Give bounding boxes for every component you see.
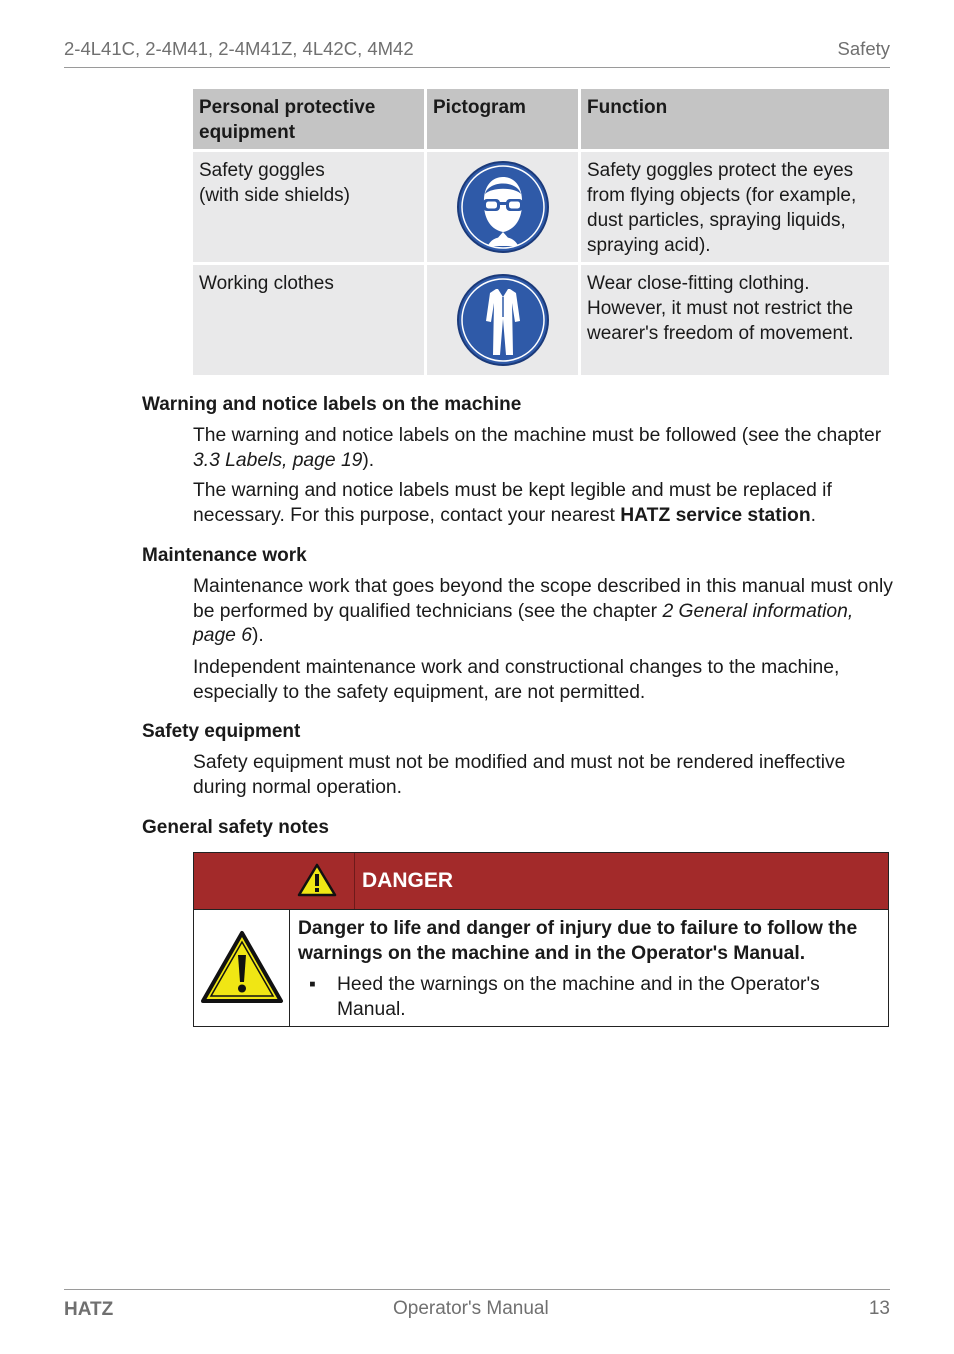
danger-instruction: Heed the warnings on the machine and in the Operator's Manual.: [337, 974, 820, 1020]
section-title-maintenance: Maintenance work: [142, 545, 307, 566]
ppe-equipment-goggles: Safety goggles (with side shields): [193, 152, 424, 262]
list-item: [298, 972, 880, 1022]
header-section: Safety: [837, 38, 890, 59]
chapter-reference: 3.3 Labels, page 19: [193, 449, 363, 471]
safety-goggles-icon: [456, 160, 550, 254]
ppe-equipment-clothes: Working clothes: [193, 265, 424, 375]
section-title-safety-equipment: Safety equipment: [142, 721, 301, 742]
warning-triangle-icon: [297, 863, 337, 897]
warning-triangle-icon: [200, 930, 284, 1004]
ppe-pictogram-cell: [427, 152, 578, 262]
paragraph-maintenance-1: Maintenance work that goes beyond the scope described in this manual must only be performed by qualified technicians (see the chapter 2 General information, page 6).: [193, 576, 893, 646]
paragraph-warning-labels-1: The warning and notice labels on the machine must be followed (see the chapter 3.3 Labels, page 19).: [193, 425, 882, 471]
paragraph-safety-equipment: Safety equipment must not be modified and must not be rendered ineffective during normal operation.: [193, 752, 846, 798]
ppe-header-function: Function: [581, 89, 889, 149]
brand-logo: HATZ: [64, 1299, 114, 1320]
ppe-function-goggles: Safety goggles protect the eyes from flying objects (for example, dust particles, spraying liquids, spraying acid).: [581, 152, 889, 262]
danger-heading: Danger to life and danger of injury due to failure to follow the warnings on the machine and in the Operator's Manual.: [298, 918, 858, 964]
page-footer: [64, 1289, 890, 1330]
page-header: [64, 36, 890, 68]
chapter-reference: 2 General information, page 6: [193, 600, 854, 646]
section-title-general-notes: General safety notes: [142, 817, 329, 838]
paragraph-warning-labels-2: The warning and notice labels must be kept legible and must be replaced if necessary. For this purpose, contact your nearest HATZ service station.: [193, 480, 832, 526]
danger-header-divider: [354, 853, 355, 909]
ppe-function-clothes: Wear close-fitting clothing. However, it must not restrict the wearer's freedom of movement.: [581, 265, 889, 375]
ppe-pictogram-cell: [427, 265, 578, 375]
ppe-header-pictogram: Pictogram: [427, 89, 578, 149]
table-row: [193, 265, 889, 375]
danger-sign-cell: [194, 909, 290, 1026]
ppe-table: [193, 89, 889, 375]
paragraph-maintenance-2: Independent maintenance work and constructional changes to the machine, especially to the safety equipment, are not permitted.: [193, 657, 840, 703]
table-row: [193, 152, 889, 262]
header-models: 2-4L41C, 2-4M41, 2-4M41Z, 4L42C, 4M42: [64, 38, 414, 59]
ppe-header-equipment: Personal protective equipment: [193, 89, 424, 149]
footer-title: Operator's Manual: [393, 1298, 549, 1319]
section-title-warning-labels: Warning and notice labels on the machine: [142, 394, 522, 415]
page-number: 13: [868, 1298, 890, 1319]
bullet-marker: ▪: [309, 974, 316, 995]
danger-label: DANGER: [362, 869, 454, 892]
danger-content: [290, 909, 888, 1026]
ppe-header-row: [193, 89, 889, 149]
danger-notice: [193, 852, 889, 1027]
working-clothes-icon: [456, 273, 550, 367]
danger-header: [194, 853, 888, 909]
